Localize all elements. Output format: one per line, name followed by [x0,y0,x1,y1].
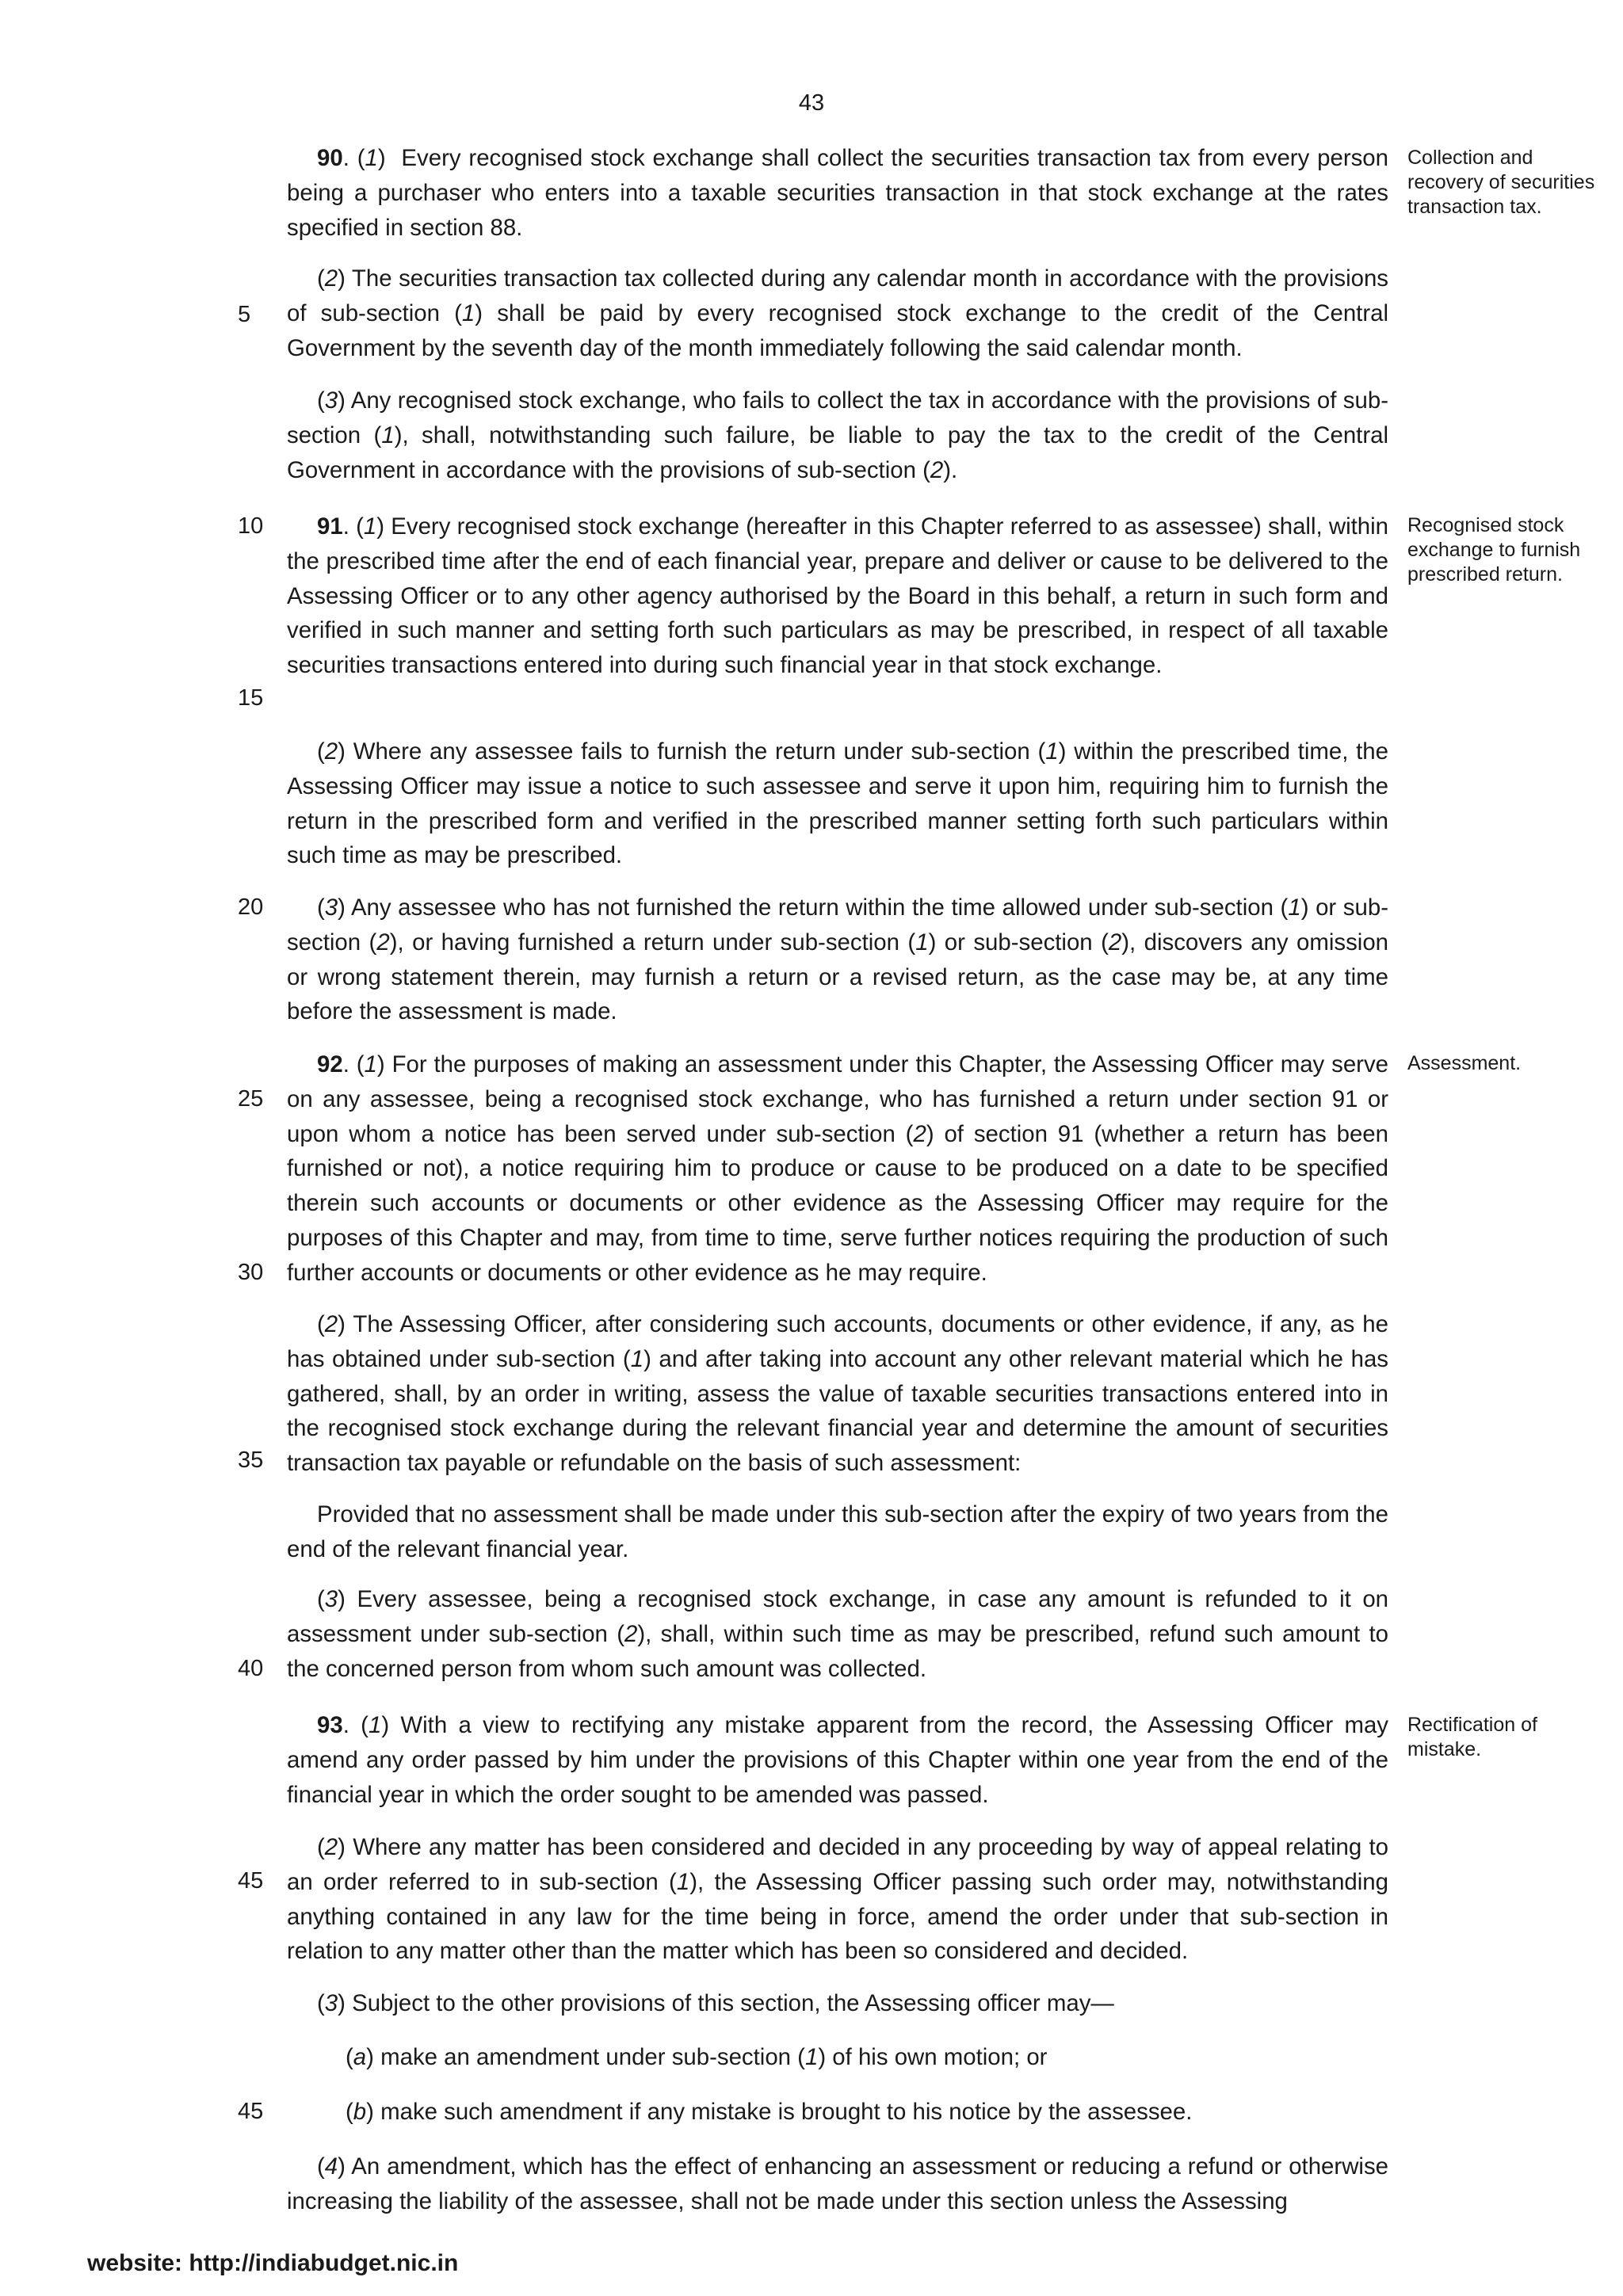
ref-mark: 2 [376,929,390,955]
text: Where any matter has been considered and decided in any proceeding by way of appeal relating to an order referred to in sub-section ( [287,1834,1388,1895]
section-92-subsection-2: (2) The Assessing Officer, after considering such accounts, documents or other evidence, if any, as he has obtained under sub-section (1) and after taking into account any other relevant material which he has gathered, shall, by an order in writing, assess the value of taxable securities transactions entered into in the recognised stock exchange during the relevant financial year and determine the amount of securities transaction tax payable or refundable on the basis of such assessment: [287,1311,1388,1477]
text: Provided that no assessment shall be made under this sub-section after the expiry of two years from the end of the relevant financial year. [287,1501,1388,1562]
section-number: 93 [317,1712,343,1738]
section-number: 92 [317,1051,343,1077]
ref-mark: 2 [1108,929,1122,955]
text: ), shall, notwithstanding such failure, be liable to pay the tax to the credit of the Central Government in accordance with the provisions of sub-section ( [287,421,1388,483]
text: ), shall, within such time as may be prescribed, refund such amount to the concerned person from whom such amount was collected. [287,1620,1388,1682]
section-93-subsection-3: (3) Subject to the other provisions of this section, the Assessing officer may— [317,1990,1114,2016]
subsection-mark: 1 [365,145,378,171]
subsection-mark: 3 [324,1990,338,2016]
text: ), or having furnished a return under sub-section ( [389,929,916,955]
section-93-clause-a: (a) make an amendment under sub-section (1) of his own motion; or [346,2044,1048,2070]
section-92-subsection-3: (3) Every assessee, being a recognised stock exchange, in case any amount is refunded to it on assessment under sub-section (2), shall, within such time as may be prescribed, refund such amount to the concerned person from whom such amount was collected. [287,1586,1389,1682]
text: Every assessee, being a recognised stock exchange, in case any amount is refunded to it on assessment under sub-section ( [287,1586,1389,1647]
line-number: 20 [238,894,264,920]
line-number: 35 [238,1447,264,1473]
ref-mark: 1 [676,1868,690,1895]
text: Every recognised stock exchange (hereafter in this Chapter referred to as assessee) shall, within the prescribed time after the end of each financial year, prepare and deliver or cause to be delivered to the Assessing Officer or to any other agency authorised by the Board in this behalf, a return in such form and verified in such manner and setting forth such particulars as may be prescribed, in respect of all taxable securities transactions entered into during such financial year in that stock exchange. [287,513,1389,679]
subsection-mark: 1 [364,1051,377,1077]
section-91-subsection-2: (2) Where any assessee fails to furnish the return under sub-section (1) within the prescribed time, the Assessing Officer may issue a notice to such assessee and serve it upon him, requiring him to furnish the return in the prescribed form and verified in the prescribed manner setting forth such particulars within such time as may be prescribed. [287,738,1389,869]
ref-mark: 1 [630,1345,644,1372]
subsection-mark: 2 [324,1311,338,1337]
footer-website: website: http://indiabudget.nic.in [87,2250,459,2276]
section-91-subsection-3: (3) Any assessee who has not furnished the return within the time allowed under sub-section (1) or sub-section (2), or having furnished a return under sub-section (1) or sub-section (2), discovers any omission or wrong statement therein, may furnish a return or a revised return, as the case may be, at any time before the assessment is made. [287,894,1389,1025]
text: ) of his own motion; or [818,2044,1048,2070]
subsection-mark: 3 [324,1586,338,1612]
section-92-proviso [287,1497,1388,1567]
text: make such amendment if any mistake is brought to his notice by the assessee. [380,2099,1193,2125]
text: make an amendment under sub-section ( [380,2044,805,2070]
clause-mark: a [353,2044,367,2070]
line-number: 45 [238,1868,264,1894]
margin-note-section-93: Rectification of mistake. [1407,1714,1537,1760]
ref-mark: 1 [915,929,929,955]
section-90-subsection-2: (2) The securities transaction tax collected during any calendar month in accordance with the provisions of sub-section (1) shall be paid by every recognised stock exchange to the credit of the Central Government by the seventh day of the month immediately following the said calendar month. [287,265,1388,361]
text: ) shall be paid by every recognised stock exchange to the credit of the Central Government by the seventh day of the month immediately following the said calendar month. [287,299,1388,361]
ref-mark: 1 [1288,894,1301,921]
section-93-subsection-1: 93. (1) With a view to rectifying any mistake apparent from the record, the Assessing Officer may amend any order passed by him under the provisions of this Chapter within one year from the end of the financial year in which the order sought to be amended was passed. [287,1712,1388,1808]
text: ), discovers any omission or wrong statement therein, may furnish a return or a revised return, as the case may be, at any time before the assessment is made. [287,929,1389,1025]
subsection-mark: 3 [324,387,338,414]
section-number: 91 [317,513,343,540]
section-93-clause-b: (b) make such amendment if any mistake is brought to his notice by the assessee. [346,2099,1193,2125]
text: Every recognised stock exchange shall collect the securities transaction tax from every person being a purchaser who enters into a taxable securities transaction in that stock exchange at the rates specified in section 88. [287,145,1389,241]
subsection-mark: 3 [324,894,338,921]
text: ) or sub-section ( [287,894,1388,955]
subsection-mark: 4 [324,2153,338,2180]
margin-note-section-92: Assessment. [1407,1052,1522,1074]
text: The Assessing Officer, after considering such accounts, documents or other evidence, if any, as he has obtained under sub-section ( [287,1311,1388,1372]
page-number: 43 [798,90,825,116]
section-93-subsection-4: (4) An amendment, which has the effect of enhancing an assessment or reducing a refund or otherwise increasing the liability of the assessee, shall not be made under this section unless the Assessing [287,2153,1388,2214]
margin-note-section-91: Recognised stock exchange to furnish prescribed return. [1407,514,1581,585]
text: ) within the prescribed time, the Assessing Officer may issue a notice to such assessee and serve it upon him, requiring him to furnish the return in the prescribed form and verified in the prescribed manner setting forth such particulars within such time as may be prescribed. [287,738,1389,869]
subsection-mark: 1 [363,513,377,540]
section-90-subsection-1: 90. (1) Every recognised stock exchange shall collect the securities transaction tax from every person being a purchaser who enters into a taxable securities transaction in that stock exchange at the rates specified in section 88. [287,145,1389,241]
text: ) and after taking into account any other relevant material which he has gathered, shall, by an order in writing, assess the value of taxable securities transactions entered into in the recognised stock exchange during the relevant financial year and determine the amount of securities transaction tax payable or refundable on the basis of such assessment: [287,1345,1388,1477]
ref-mark: 2 [624,1620,638,1647]
section-93-subsection-2: (2) Where any matter has been considered and decided in any proceeding by way of appeal relating to an order referred to in sub-section (1), the Assessing Officer passing such order may, notwithstanding anything contained in any law for the time being in force, amend the order under that sub-section in relation to any matter other than the matter which has been so considered and decided. [287,1834,1388,1965]
text: The securities transaction tax collected during any calendar month in accordance with the provisions of sub-section ( [287,265,1388,326]
subsection-mark: 2 [324,1834,338,1860]
ref-mark: 1 [1045,738,1059,765]
line-number: 10 [238,513,264,539]
subsection-mark: 2 [324,265,338,292]
text: ) or sub-section ( [928,929,1109,955]
section-number: 90 [317,145,343,171]
text: An amendment, which has the effect of enhancing an assessment or reducing a refund or otherwise increasing the liability of the assessee, shall not be made under this section unless the Assessing [287,2153,1388,2214]
text: Any assessee who has not furnished the return within the time allowed under sub-section ( [350,894,1289,921]
text: ), the Assessing Officer passing such order may, notwithstanding anything contained in any law for the time being in force, amend the order under that sub-section in relation to any matter other than the matter which has been so considered and decided. [287,1868,1388,1965]
text: For the purposes of making an assessment under this Chapter, the Assessing Officer may serve on any assessee, being a recognised stock exchange, who has furnished a return under section 91 or upon whom a notice has been served under sub-section ( [287,1051,1388,1147]
clause-mark: b [353,2099,367,2125]
ref-mark: 1 [461,299,475,326]
ref-mark: 2 [913,1120,926,1147]
line-number: 25 [238,1086,264,1112]
section-91-subsection-1: 91. (1) Every recognised stock exchange (hereafter in this Chapter referred to as assessee) shall, within the prescribed time after the end of each financial year, prepare and deliver or cause to be delivered to the Assessing Officer or to any other agency authorised by the Board in this behalf, a return in such form and verified in such manner and setting forth such particulars as may be prescribed, in respect of all taxable securities transactions entered into during such financial year in that stock exchange. [287,513,1389,679]
text: With a view to rectifying any mistake apparent from the record, the Assessing Officer may amend any order passed by him under the provisions of this Chapter within one year from the end of the financial year in which the order sought to be amended was passed. [287,1712,1388,1808]
line-number: 5 [238,302,251,327]
ref-mark: 1 [381,421,395,448]
text: Subject to the other provisions of this section, the Assessing officer may— [352,1990,1114,2016]
ref-mark: 2 [930,456,944,483]
ref-mark: 1 [804,2044,819,2070]
line-number: 15 [238,685,264,711]
section-90-subsection-3: (3) Any recognised stock exchange, who fails to collect the tax in accordance with the provisions of sub-section (1), shall, notwithstanding such failure, be liable to pay the tax to the credit of the Central Government in accordance with the provisions of sub-section (2). [287,387,1388,483]
subsection-mark: 2 [324,738,338,765]
text: Any recognised stock exchange, who fails to collect the tax in accordance with the provisions of sub-section ( [287,387,1388,448]
text: ). [943,456,958,483]
line-number: 40 [238,1656,264,1681]
line-number: 30 [238,1260,264,1285]
margin-note-section-90: Collection and recovery of securities transaction tax. [1407,147,1595,218]
text: ) of section 91 (whether a return has been furnished or not), a notice requiring him to produce or cause to be produced on a date to be specified therein such accounts or documents or other evidence as the Assessing Officer may require for the purposes of this Chapter and may, from time to time, serve further notices requiring the production of such further accounts or documents or other evidence as he may require. [287,1120,1388,1286]
line-number: 45 [238,2099,264,2124]
subsection-mark: 1 [368,1712,382,1738]
section-92-subsection-1: 92. (1) For the purposes of making an assessment under this Chapter, the Assessing Officer may serve on any assessee, being a recognised stock exchange, who has furnished a return under section 91 or upon whom a notice has been served under sub-section (2) of section 91 (whether a return has been furnished or not), a notice requiring him to produce or cause to be produced on a date to be specified therein such accounts or documents or other evidence as the Assessing Officer may require for the purposes of this Chapter and may, from time to time, serve further notices requiring the production of such further accounts or documents or other evidence as he may require. [287,1051,1388,1286]
text: Where any assessee fails to furnish the return under sub-section ( [353,738,1046,765]
